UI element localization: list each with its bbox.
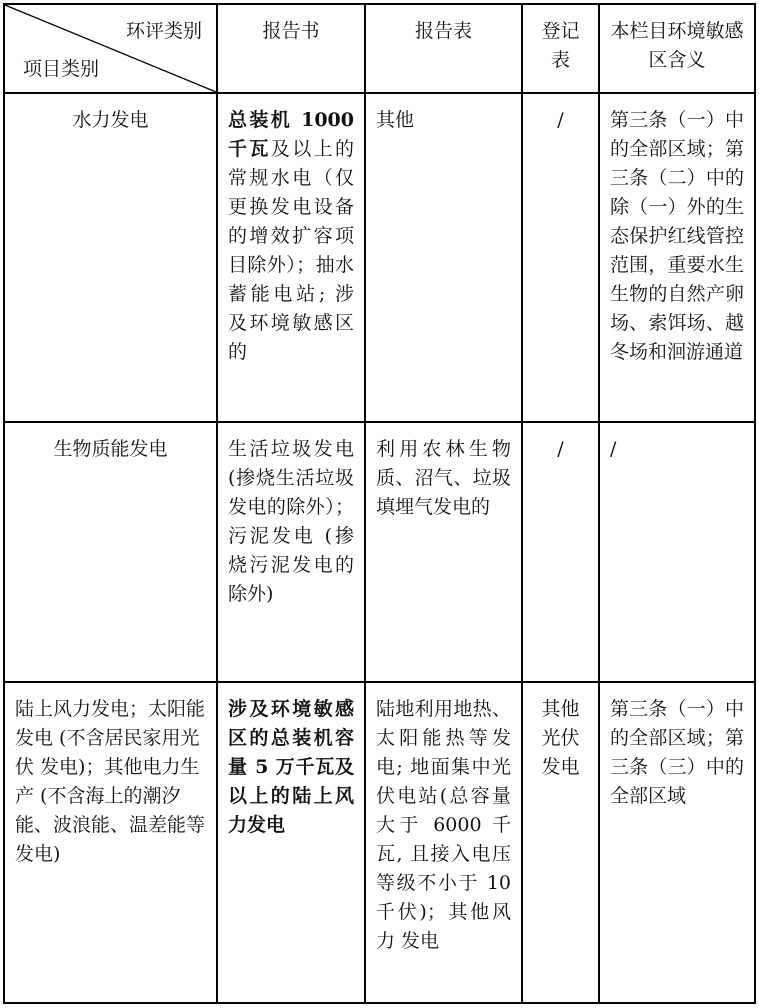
report-book-bold-text: 涉及环境敏感区的总装机容量 5 万千瓦及以上的陆上风力发电 bbox=[228, 698, 354, 836]
header-sensitive-area: 本栏目环境敏感区含义 bbox=[599, 4, 755, 93]
category-cell: 水力发电 bbox=[4, 93, 217, 422]
header-report-book: 报告书 bbox=[217, 4, 365, 93]
report-form-cell: 利用农林生物质、沼气、垃圾填埋气发电的 bbox=[365, 422, 522, 682]
report-book-bold-text: 总装机 1000 千瓦 bbox=[228, 109, 354, 160]
report-book-cell: 生活垃圾发电 (掺烧生活垃圾发电的除外）；污泥发电 (掺烧污泥发电的除外) bbox=[217, 422, 365, 682]
header-report-form: 报告表 bbox=[365, 4, 522, 93]
header-registration: 登记表 bbox=[522, 4, 599, 93]
header-row bbox=[4, 4, 755, 93]
sensitive-area-cell: 第三条（一）中的全部区域；第三条（三）中的全部区域 bbox=[599, 682, 755, 1003]
report-form-cell: 陆地利用地热、太阳能热等发电; 地面集中光伏电站(总容量大于 6000 千瓦, 且接入电压等级不小于 10 千伏)；其他风力 发电 bbox=[365, 682, 522, 1003]
registration-cell: / bbox=[522, 93, 599, 422]
corner-header-cell bbox=[4, 4, 217, 93]
report-book-text: 及以上的常规水电（仅更换发电设备的增效扩容项目除外）；抽水蓄能电站; 涉及环境敏感区的 bbox=[228, 138, 354, 363]
table-row bbox=[4, 93, 755, 422]
classification-table bbox=[3, 3, 756, 1004]
registration-cell: 其他光伏发电 bbox=[522, 682, 599, 1003]
table-row bbox=[4, 422, 755, 682]
sensitive-area-cell: / bbox=[599, 422, 755, 682]
corner-top-label: 环评类别 bbox=[125, 20, 202, 42]
report-book-cell bbox=[217, 682, 365, 1003]
report-form-cell: 其他 bbox=[365, 93, 522, 422]
registration-cell: / bbox=[522, 422, 599, 682]
category-cell: 陆上风力发电；太阳能发电 (不含居民家用光伏 发电)；其他电力生产 (不含海上的潮汐能、波浪能、温差能等发电) bbox=[4, 682, 217, 1003]
category-cell: 生物质能发电 bbox=[4, 422, 217, 682]
sensitive-area-cell: 第三条（一）中的全部区域；第三条（二）中的除（一）外的生态保护红线管控范围，重要水生生物的自然产卵场、索饵场、越冬场和洄游通道 bbox=[599, 93, 755, 422]
table-row bbox=[4, 682, 755, 1003]
corner-bottom-label: 项目类别 bbox=[23, 58, 100, 80]
report-book-cell bbox=[217, 93, 365, 422]
